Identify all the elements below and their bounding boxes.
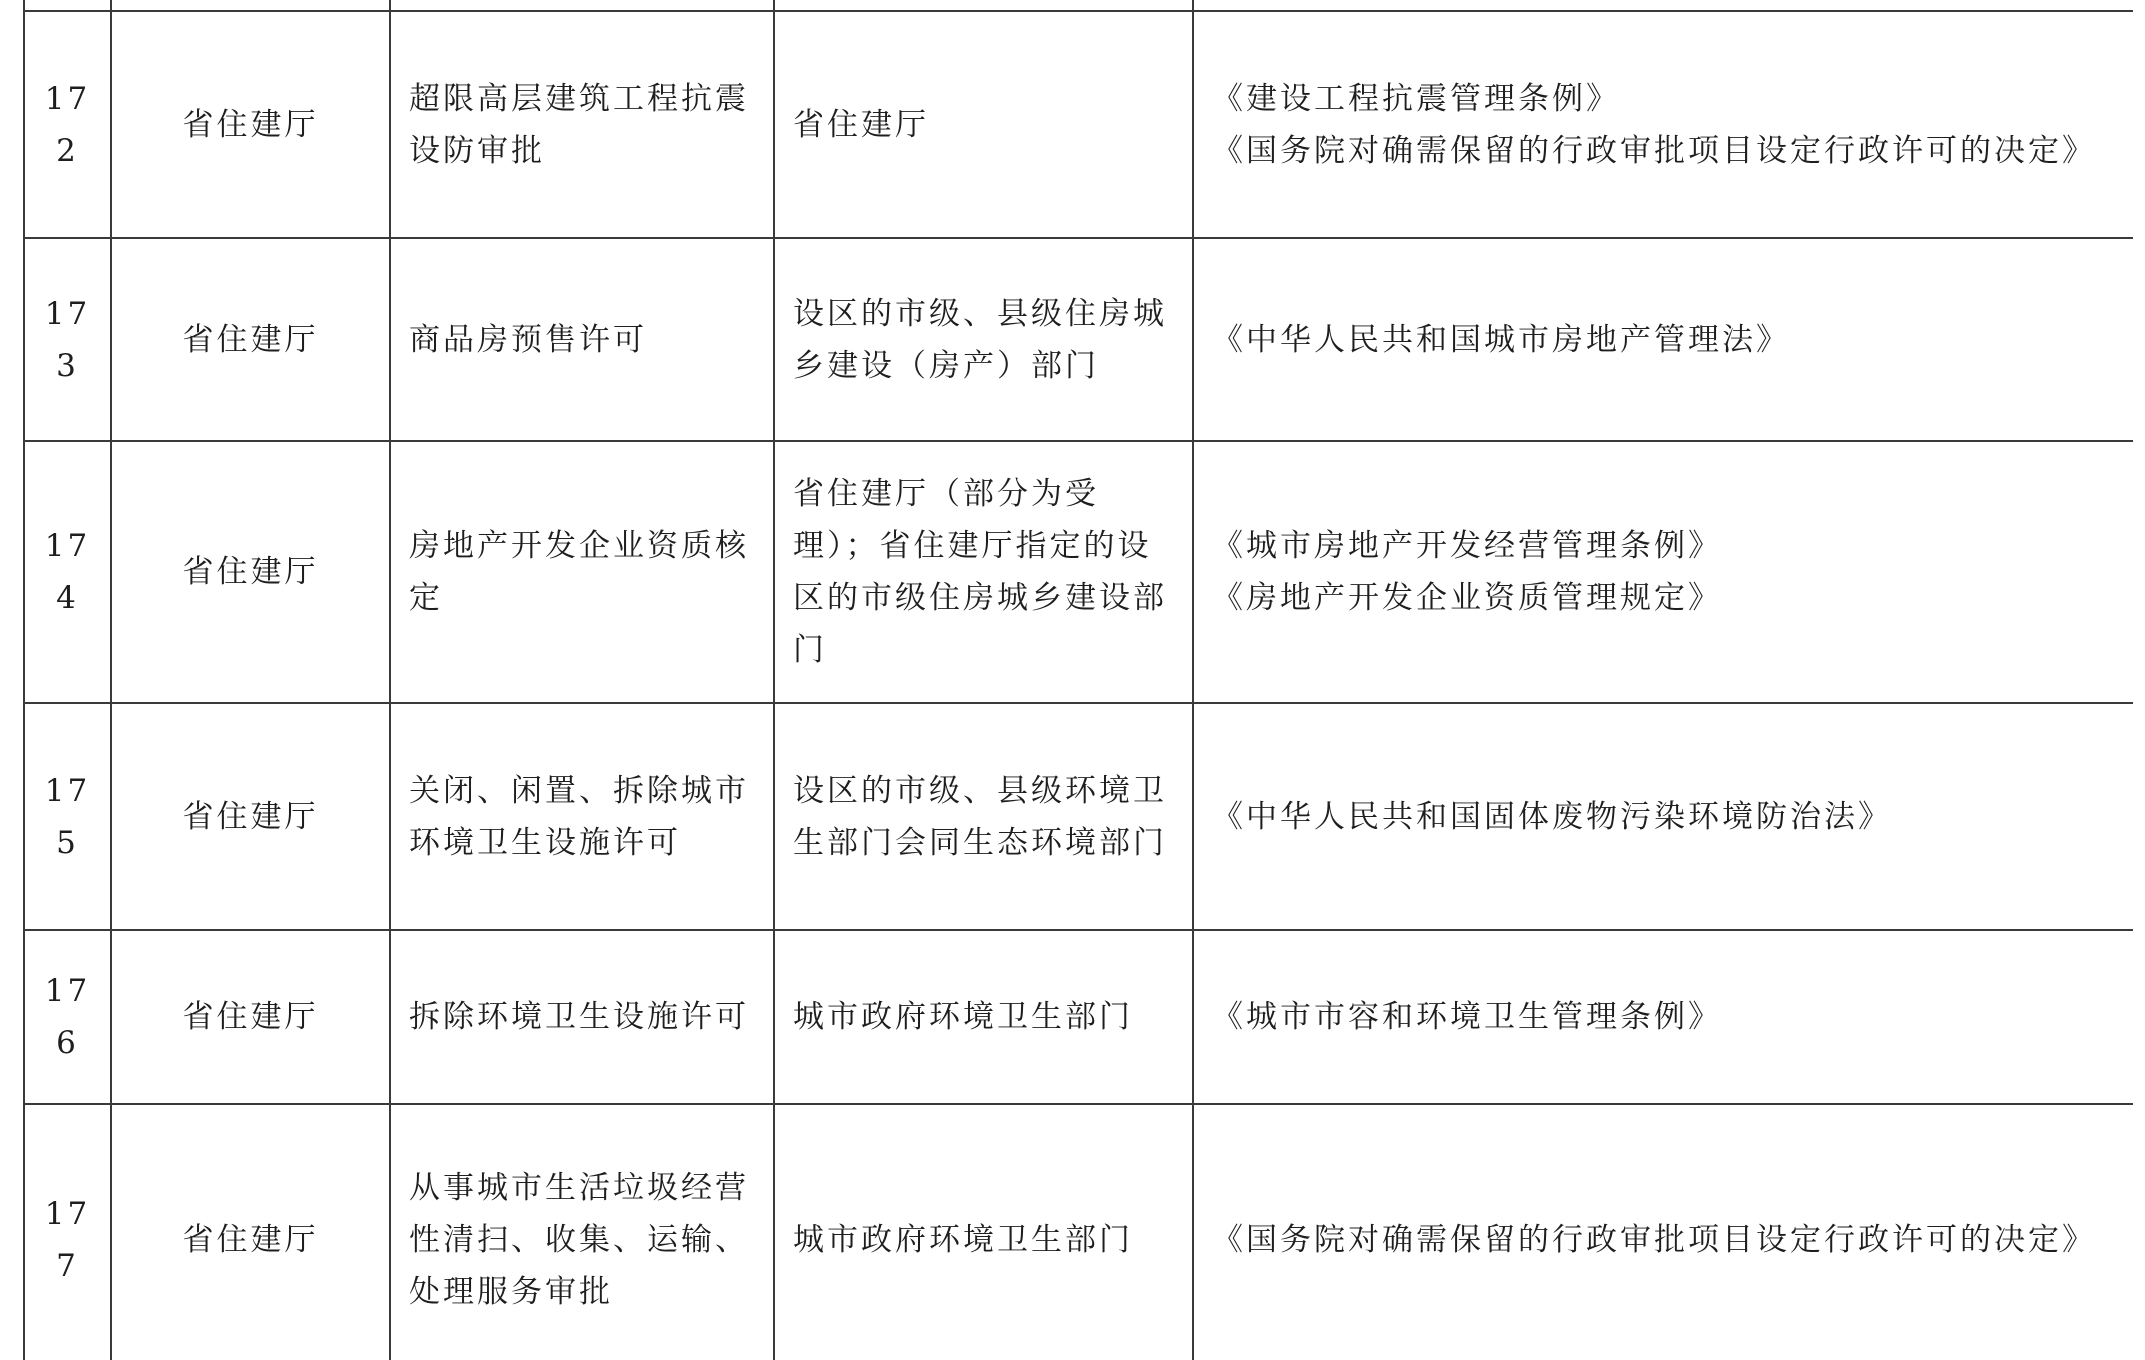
department-cell: 省住建厅 — [111, 441, 390, 703]
item-name-cell — [390, 703, 774, 930]
legal-basis-cell — [1193, 441, 2133, 703]
table-row — [24, 703, 2133, 930]
item-name: 从事城市生活垃圾经营性清扫、收集、运输、处理服务审批 — [409, 1170, 749, 1310]
legal-basis-line: 《国务院对确需保留的行政审批项目设定行政许可的决定》 — [1212, 1222, 2096, 1258]
implementer-cell — [774, 703, 1193, 930]
legal-basis-line: 《中华人民共和国固体废物污染环境防治法》 — [1212, 798, 1892, 835]
legal-basis-line: 《建设工程抗震管理条例》 — [1212, 80, 1620, 117]
table-row — [24, 441, 2133, 703]
table-cell — [390, 0, 774, 11]
legal-basis-cell — [1193, 1104, 2133, 1360]
item-name-cell — [390, 1104, 774, 1360]
implementer: 城市政府环境卫生部门 — [793, 1222, 1133, 1258]
implementer-cell — [774, 11, 1193, 238]
table-cell — [774, 0, 1193, 11]
implementer: 省住建厅 — [793, 106, 929, 143]
table-cell — [1193, 0, 2133, 11]
table-cell — [24, 0, 111, 11]
department-cell: 省住建厅 — [111, 238, 390, 441]
item-name-cell — [390, 238, 774, 441]
legal-basis-cell — [1193, 238, 2133, 441]
legal-basis-cell — [1193, 703, 2133, 930]
implementer-cell — [774, 441, 1193, 703]
implementer: 城市政府环境卫生部门 — [793, 999, 1133, 1035]
row-number: 172 — [24, 11, 111, 238]
table-row — [24, 1104, 2133, 1360]
item-name-cell — [390, 11, 774, 238]
table-row — [24, 930, 2133, 1104]
legal-basis-cell — [1193, 930, 2133, 1104]
table-row-continuation — [24, 0, 2133, 11]
row-number: 174 — [24, 441, 111, 703]
item-name: 关闭、闲置、拆除城市环境卫生设施许可 — [409, 772, 749, 861]
legal-basis-cell — [1193, 11, 2133, 238]
department-cell: 省住建厅 — [111, 1104, 390, 1360]
item-name-cell — [390, 441, 774, 703]
row-number: 176 — [24, 930, 111, 1104]
implementer-cell — [774, 930, 1193, 1104]
table-row — [24, 11, 2133, 238]
implementer: 设区的市级、县级住房城乡建设（房产）部门 — [793, 295, 1167, 384]
item-name: 房地产开发企业资质核定 — [409, 528, 749, 616]
row-number: 175 — [24, 703, 111, 930]
item-name-cell — [390, 930, 774, 1104]
legal-basis-line: 《中华人民共和国城市房地产管理法》 — [1212, 321, 1790, 358]
approval-items-table — [23, 0, 2133, 1360]
item-name: 商品房预售许可 — [409, 321, 647, 358]
row-number: 173 — [24, 238, 111, 441]
legal-basis-line: 《城市市容和环境卫生管理条例》 — [1212, 999, 1722, 1035]
row-number: 177 — [24, 1104, 111, 1360]
implementer: 设区的市级、县级环境卫生部门会同生态环境部门 — [793, 772, 1167, 861]
legal-basis-line: 《国务院对确需保留的行政审批项目设定行政许可的决定》 — [1212, 132, 2096, 169]
legal-basis-line: 《城市房地产开发经营管理条例》 — [1212, 528, 1722, 564]
implementer-cell — [774, 1104, 1193, 1360]
item-name: 超限高层建筑工程抗震设防审批 — [409, 80, 749, 169]
item-name: 拆除环境卫生设施许可 — [409, 999, 749, 1035]
implementer-cell — [774, 238, 1193, 441]
implementer: 省住建厅（部分为受理）；省住建厅指定的设区的市级住房城乡建设部门 — [793, 476, 1167, 668]
department-cell: 省住建厅 — [111, 930, 390, 1104]
table-row — [24, 238, 2133, 441]
document-page — [23, 0, 2133, 1360]
legal-basis-line: 《房地产开发企业资质管理规定》 — [1212, 580, 1722, 616]
table-cell — [111, 0, 390, 11]
department-cell: 省住建厅 — [111, 11, 390, 238]
department-cell: 省住建厅 — [111, 703, 390, 930]
